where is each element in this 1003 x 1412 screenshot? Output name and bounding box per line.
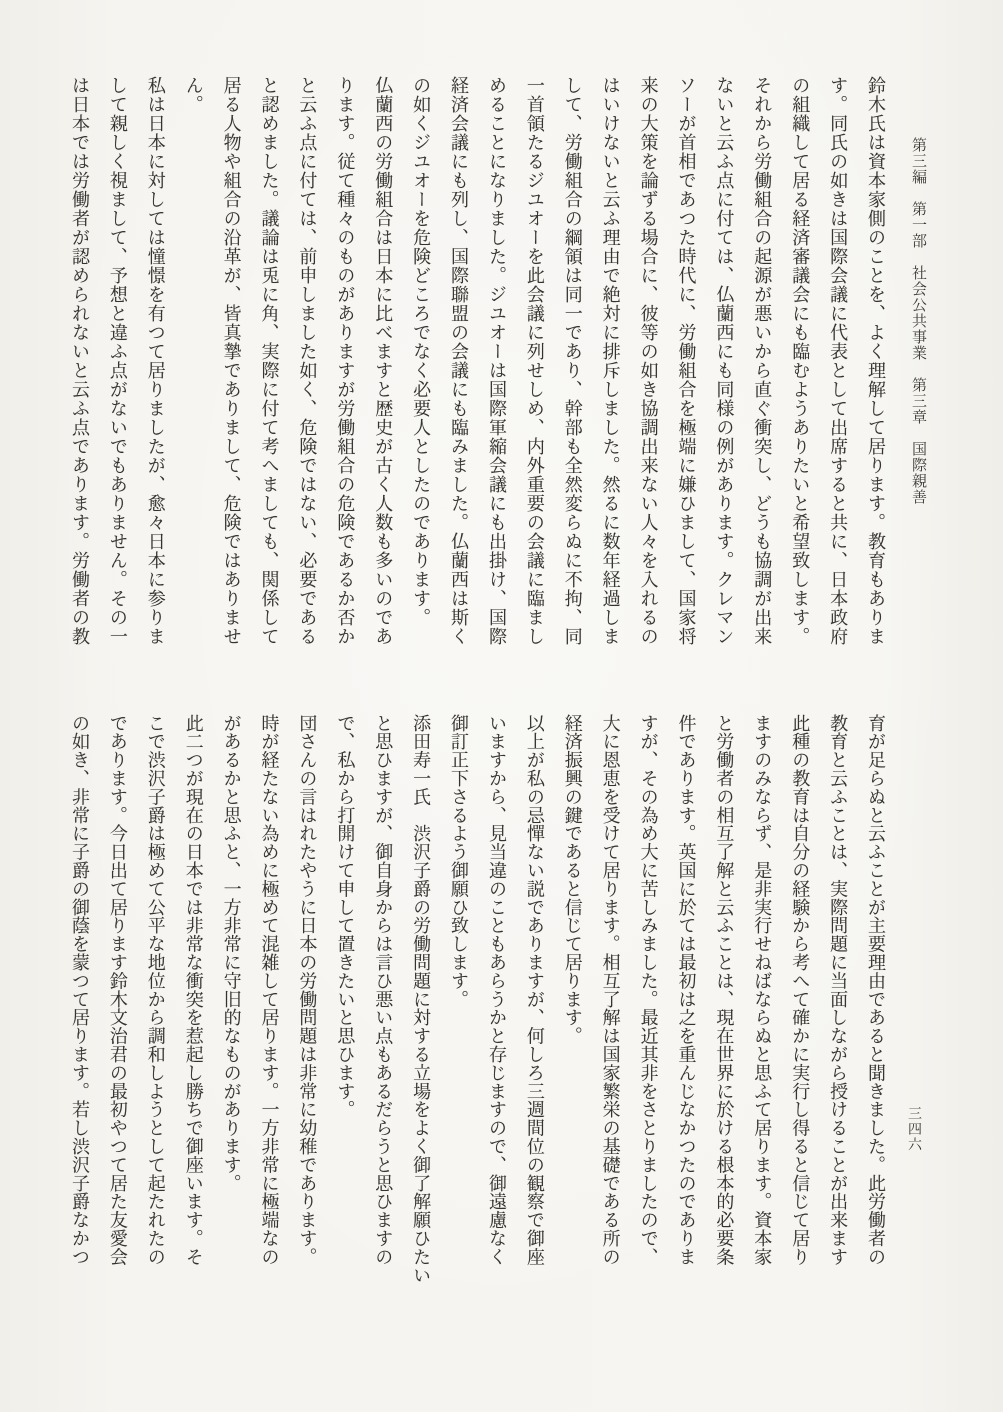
text-column: ソーが首相であつた時代に、労働組合を極端に嫌ひまして、国家将 xyxy=(676,76,697,646)
text-column: いますから、見当違のこともあらうかと存じますので、御遠慮なく xyxy=(486,714,507,1266)
text-column: 御訂正下さるよう御願ひ致します。 xyxy=(449,714,470,1009)
text-column: ん。 xyxy=(183,76,204,114)
text-column: 鈴木氏は資本家側のことを、よく理解して居ります。教育もありま xyxy=(866,76,886,646)
text-column: 大に恩恵を受けて居ります。相互了解は国家繁栄の基礎である所の xyxy=(600,714,621,1266)
text-column: で、私から打開けて申して置きたいと思ひます。 xyxy=(335,714,356,1119)
text-column: 来の大策を論ずる場合に、彼等の如き協調出来ない人々を入れるの xyxy=(638,76,659,646)
text-column: 一首領たるジユオーを此会議に列せしめ、内外重要の会議に臨まし xyxy=(524,76,545,646)
text-column: して親しく視まして、予想と違ふ点がないでもありません。その一 xyxy=(107,76,128,646)
text-column: すが、その為め大に苦しみました。最近其非をさとりましたので、 xyxy=(638,714,659,1266)
text-column: があるかと思ふと、一方非常に守旧的なものがあります。 xyxy=(221,714,242,1193)
text-column: の如くジユオーを危険どころでなく必要人としたのであります。 xyxy=(411,76,432,627)
text-column: 居る人物や組合の沿革が、皆真摯でありまして、危険ではありませ xyxy=(221,76,242,646)
text-column: ますのみならず、是非実行せねばならぬと思ふて居ります。資本家 xyxy=(752,714,773,1266)
text-column: と云ふ点に付ては、前申しました如く、危険ではない、必要である xyxy=(297,76,318,646)
text-column: 添田寿一氏 渋沢子爵の労働問題に対する立場をよく御了解願ひたい xyxy=(411,714,432,1285)
text-column: それから労働組合の起源が悪いから直ぐ衝突し、どうも協調が出来 xyxy=(752,76,773,646)
text-column: 経済振興の鍵であると信じて居ります。 xyxy=(562,714,583,1046)
running-header: 第三編 第一部 社会公共事業 第三章 国際親善 xyxy=(910,137,926,505)
text-column: 私は日本に対しては憧憬を有つて居りましたが、愈々日本に参りま xyxy=(145,76,166,646)
text-column: 経済会議にも列し、国際聯盟の会議にも臨みました。仏蘭西は斯く xyxy=(449,76,470,646)
text-column: して、労働組合の綱領は同一であり、幹部も全然変らぬに不拘、同 xyxy=(562,76,583,646)
page-number: 三四六 xyxy=(906,1106,921,1153)
text-column: であります。今日出て居ります鈴木文治君の最初やつて居た友愛会 xyxy=(107,714,128,1266)
text-column: ないと云ふ点に付ては、仏蘭西にも同様の例があります。クレマン xyxy=(714,76,735,646)
text-column: こで渋沢子爵は極めて公平な地位から調和しようとして起たれたの xyxy=(145,714,166,1266)
text-column: 仏蘭西の労働組合は日本に比べますと歴史が古く人数も多いのであ xyxy=(373,76,394,646)
text-column: の組織して居る経済審議会にも臨むようありたいと希望致します。 xyxy=(790,76,811,646)
text-column: ります。従て種々のものがありますが労働組合の危険であるか否か xyxy=(335,76,356,646)
text-column: と思ひますが、御自身からは言ひ悪い点もあるだらうと思ひますの xyxy=(373,714,394,1266)
text-column: 此二つが現在の日本では非常な衝突を惹起し勝ちで御座います。そ xyxy=(183,714,204,1266)
text-column: 育が足らぬと云ふことが主要理由であると聞きました。此労働者の xyxy=(866,714,886,1266)
text-column: 此種の教育は自分の経験から考へて確かに実行し得ると信じて居り xyxy=(790,714,811,1266)
text-column: 教育と云ふことは、実際問題に当面しながら授けることが出来ます xyxy=(828,714,849,1266)
text-column: めることになりました。ジユオーは国際軍縮会議にも出掛け、国際 xyxy=(486,76,507,646)
text-column: 件であります。英国に於ては最初は之を重んじなかつたのでありま xyxy=(676,714,697,1266)
text-column: はいけないと云ふ理由で絶対に排斥しました。然るに数年経過しま xyxy=(600,76,621,646)
text-column: 時が経たない為めに極めて混雑して居ります。一方非常に極端なの xyxy=(259,714,280,1266)
bottom-text-block xyxy=(60,714,894,1294)
text-column: と認めました。議論は兎に角、実際に付て考へましても、関係して xyxy=(259,76,280,646)
text-column: 以上が私の忌憚ない説でありますが、何しろ三週間位の観察で御座 xyxy=(524,714,545,1266)
text-column: す。同氏の如きは国際会議に代表として出席すると共に、日本政府 xyxy=(828,76,849,646)
text-column: の如き、非常に子爵の御蔭を蒙つて居ります。若し渋沢子爵なかつ xyxy=(69,714,90,1266)
text-column: と労働者の相互了解と云ふことは、現在世界に於ける根本的必要条 xyxy=(714,714,735,1266)
text-column: 団さんの言はれたやうに日本の労働問題は非常に幼稚であります。 xyxy=(297,714,318,1266)
text-column: は日本では労働者が認められないと云ふ点であります。労働者の教 xyxy=(69,76,90,646)
top-text-block xyxy=(60,76,894,662)
